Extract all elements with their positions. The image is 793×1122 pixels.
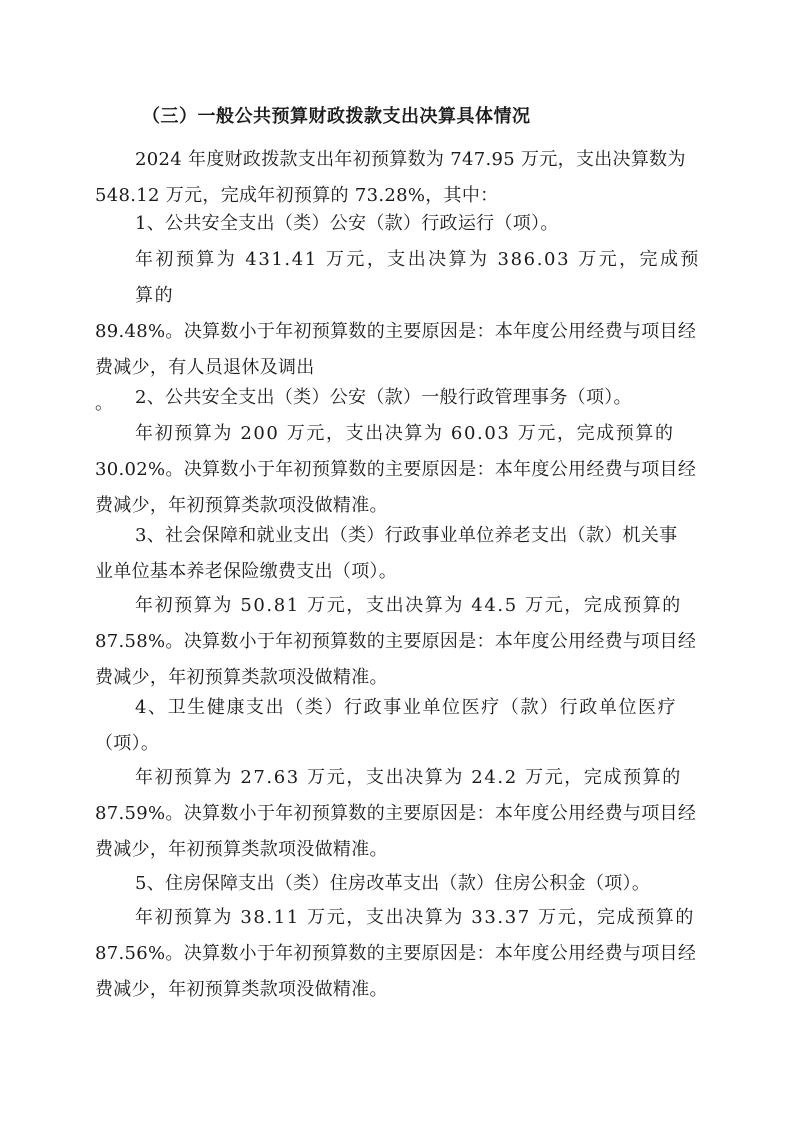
item-body-line: 87.58%。决算数小于年初预算数的主要原因是：本年度公用经费与项目经 xyxy=(95,631,697,652)
intro-paragraph xyxy=(95,142,700,214)
item-title-line: （项）。 xyxy=(95,733,160,754)
item-body-line: 费减少，年初预算类款项没做精准。 xyxy=(95,667,388,688)
item-body-line: 87.56%。决算数小于年初预算数的主要原因是：本年度公用经费与项目经 xyxy=(95,943,697,964)
item-title-line: 5、住房保障支出（类）住房改革支出（款）住房公积金（项）。 xyxy=(135,873,651,894)
item-body-line: 87.59%。决算数小于年初预算数的主要原因是：本年度公用经费与项目经 xyxy=(95,803,697,824)
item-4-title xyxy=(95,690,700,762)
item-body-line: 年初预算为 431.41 万元，支出决算为 386.03 万元，完成预算的 xyxy=(135,249,700,306)
item-body-line: 费减少，有人员退休及调出 xyxy=(95,357,315,378)
item-body-line: 费减少，年初预算类款项没做精准。 xyxy=(95,839,388,860)
item-title-line: 业单位基本养老保险缴费支出（项）。 xyxy=(95,561,398,582)
item-4-body xyxy=(95,760,700,868)
item-title-line: 1、公共安全支出（类）公安（款）行政运行（项）。 xyxy=(135,213,559,234)
section-heading: （三）一般公共预算财政拨款支出决算具体情况 xyxy=(142,106,531,127)
item-3-body xyxy=(95,588,700,696)
item-5-body xyxy=(95,900,700,1008)
item-body-line: 年初预算为 38.11 万元，支出决算为 33.37 万元，完成预算的 xyxy=(135,907,695,928)
item-title-line: 3、社会保障和就业支出（类）行政事业单位养老支出（款）机关事 xyxy=(135,525,678,546)
item-body-line: 费减少，年初预算类款项没做精准。 xyxy=(95,979,388,1000)
item-body-line: 年初预算为 27.63 万元，支出决算为 24.2 万元，完成预算的 xyxy=(135,767,682,788)
item-5-title xyxy=(95,866,700,902)
item-title-line: 2、公共安全支出（类）公安（款）一般行政管理事务（项）。 xyxy=(135,387,632,408)
intro-line: 2024 年度财政拨款支出年初预算数为 747.95 万元，支出决算数为 xyxy=(135,149,686,170)
item-3-title xyxy=(95,518,700,590)
item-1-title xyxy=(95,206,700,242)
item-body-line: 89.48%。决算数小于年初预算数的主要原因是：本年度公用经费与项目经 xyxy=(95,321,697,342)
item-body-line: 。 xyxy=(95,393,114,414)
intro-line: 548.12 万元，完成年初预算的 73.28%，其中： xyxy=(95,185,499,206)
item-body-line: 30.02%。决算数小于年初预算数的主要原因是：本年度公用经费与项目经 xyxy=(95,459,697,480)
item-2-body xyxy=(95,416,700,524)
item-body-line: 年初预算为 200 万元，支出决算为 60.03 万元，完成预算的 xyxy=(135,423,675,444)
item-body-line: 费减少，年初预算类款项没做精准。 xyxy=(95,495,388,516)
item-title-line: 4、卫生健康支出（类）行政事业单位医疗（款）行政单位医疗 xyxy=(135,697,678,718)
item-2-title xyxy=(95,380,700,416)
item-body-line: 年初预算为 50.81 万元，支出决算为 44.5 万元，完成预算的 xyxy=(135,595,682,616)
